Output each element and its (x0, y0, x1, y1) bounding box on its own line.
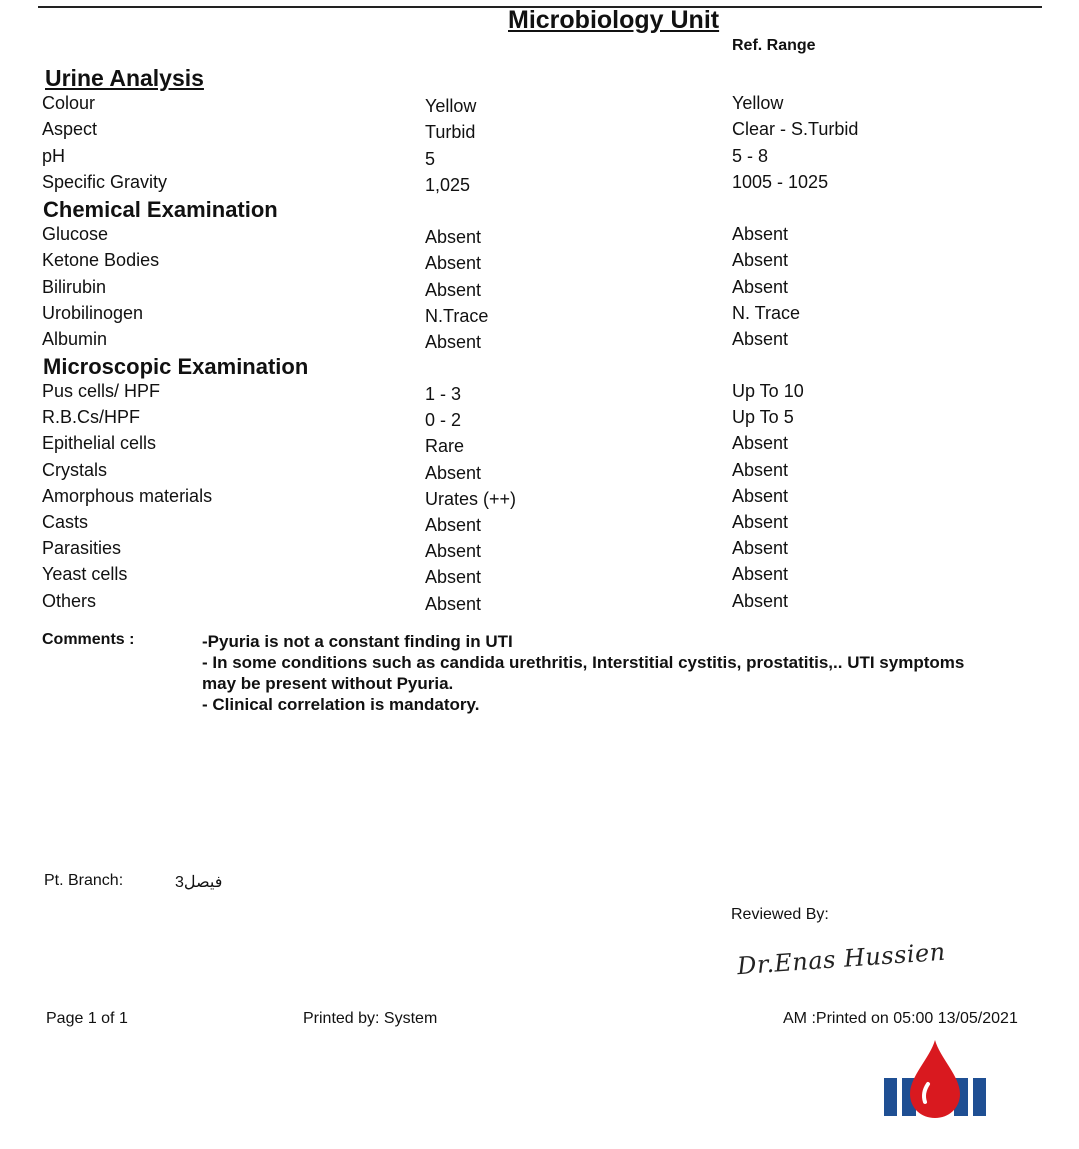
test-name: Parasities (42, 538, 122, 559)
page-number: Page 1 of 1 (46, 1010, 128, 1027)
test-name: Others (42, 590, 97, 611)
table-row (0, 329, 1079, 353)
table-row (0, 119, 1079, 143)
table-row (0, 250, 1079, 274)
test-name: Colour (42, 93, 96, 113)
test-result: 1 - 3 (425, 384, 462, 404)
test-result: 0 - 2 (425, 410, 462, 431)
reference-range: Absent (732, 224, 789, 244)
ref-range-header: Ref. Range (732, 37, 816, 54)
test-result: N.Trace (425, 305, 489, 326)
comment-line: - In some conditions such as candida urethritis, Interstitial cystitis, prostatitis,.. UTI symptoms (202, 653, 965, 672)
reference-range: 5 - 8 (732, 145, 769, 166)
table-row (0, 146, 1079, 170)
test-result: Absent (425, 541, 482, 562)
table-row (0, 172, 1079, 196)
table-row (0, 407, 1079, 431)
table-row (0, 303, 1079, 327)
table-row (0, 512, 1079, 536)
section-chemical-examination: Chemical Examination (43, 197, 278, 222)
table-row (0, 381, 1079, 405)
reference-range: Clear - S.Turbid (732, 119, 859, 140)
test-result: Yellow (425, 96, 477, 116)
test-name: Yeast cells (42, 564, 128, 585)
section-urine-analysis: Urine Analysis (45, 65, 204, 91)
test-result: Turbid (425, 122, 476, 143)
test-name: Aspect (42, 119, 98, 140)
reference-range: Absent (732, 564, 789, 585)
branch-label: Pt. Branch: (44, 872, 124, 889)
reference-range: N. Trace (732, 302, 801, 323)
test-result: Absent (425, 227, 482, 247)
printed-on: AM :Printed on 05:00 13/05/2021 (783, 1010, 1018, 1027)
table-row (0, 433, 1079, 457)
branch-value: فيصل3 (175, 874, 223, 891)
test-result: 1,025 (425, 174, 471, 195)
test-name: Specific Gravity (42, 171, 168, 192)
table-row (0, 591, 1079, 615)
table-row (0, 564, 1079, 588)
test-name: Urobilinogen (42, 302, 144, 323)
comments-label: Comments : (42, 631, 135, 648)
unit-title: Microbiology Unit (508, 6, 720, 34)
comment-line: -Pyuria is not a constant finding in UTI (202, 632, 513, 651)
table-row (0, 277, 1079, 301)
reviewed-by-label: Reviewed By: (731, 906, 829, 923)
test-name: pH (42, 145, 66, 166)
comment-line: - Clinical correlation is mandatory. (202, 695, 480, 714)
table-row (0, 538, 1079, 562)
test-result: Absent (425, 593, 482, 614)
test-name: Amorphous materials (42, 485, 213, 506)
test-result: Absent (425, 279, 482, 300)
reference-range: Absent (732, 433, 789, 454)
test-result: Urates (++) (425, 488, 517, 509)
test-name: Casts (42, 512, 89, 532)
table-row (0, 460, 1079, 484)
test-name: Epithelial cells (42, 433, 157, 454)
reference-range: Absent (732, 485, 789, 506)
test-name: Pus cells/ HPF (42, 381, 161, 401)
section-microscopic-examination: Microscopic Examination (43, 354, 309, 379)
reference-range: 1005 - 1025 (732, 171, 829, 192)
printed-by: Printed by: System (303, 1010, 438, 1027)
test-name: R.B.Cs/HPF (42, 407, 141, 428)
test-result: Rare (425, 436, 465, 457)
reference-range: Yellow (732, 93, 784, 113)
reference-range: Absent (732, 590, 789, 611)
reference-range: Absent (732, 250, 789, 271)
reference-range: Up To 5 (732, 407, 794, 428)
comment-line: may be present without Pyuria. (202, 674, 454, 693)
reference-range: Absent (732, 329, 789, 350)
lab-logo-icon (884, 1038, 986, 1120)
reference-range: Up To 10 (732, 381, 804, 401)
test-name: Albumin (42, 329, 108, 350)
reference-range: Absent (732, 538, 789, 559)
reference-range: Absent (732, 459, 789, 480)
test-result: Absent (425, 567, 482, 588)
reference-range: Absent (732, 276, 789, 297)
test-name: Ketone Bodies (42, 250, 160, 271)
test-result: Absent (425, 462, 482, 483)
test-name: Bilirubin (42, 276, 107, 297)
test-name: Crystals (42, 459, 108, 480)
table-row (0, 93, 1079, 117)
reference-range: Absent (732, 512, 789, 532)
test-result: 5 (425, 148, 436, 169)
test-result: Absent (425, 332, 482, 353)
table-row (0, 486, 1079, 510)
test-result: Absent (425, 253, 482, 274)
test-result: Absent (425, 515, 482, 535)
signature: Dr.Enas Hussien (736, 937, 947, 981)
test-name: Glucose (42, 224, 109, 244)
table-row (0, 224, 1079, 248)
